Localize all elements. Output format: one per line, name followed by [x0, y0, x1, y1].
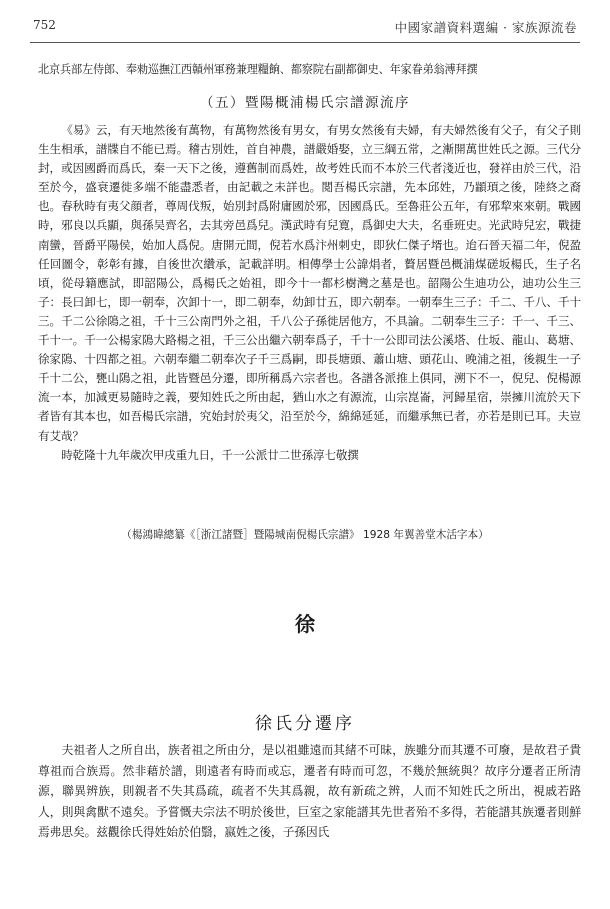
- body-paragraph: 夫祖者人之所自出，族者祖之所由分，是以祖雖遠而其緒不可昧，族雖分而其遷不可廢，是故君子貴尊祖而合族焉。然非藉於譜，則遠者有時而或忘，遷者有時而可忽，不幾於無統與？故序分遷者正所清源，聯異辨族，則親者不失其爲疏，疏者不失其爲親，故有新疏之辨，人而不知姓氏之所出，視戚若路人，則與禽獸不遠矣。予嘗慨夫宗法不明於後世，巨室之家能譜其先世者殆不多得，若能譜其族遷者則鮮焉弗思矣。兹觀徐氏得姓始於伯翳，嬴姓之後，子孫因氏: [38, 743, 581, 839]
- preface-body: [38, 740, 581, 843]
- section-title: 徐氏分遷序: [255, 714, 355, 734]
- page-number: 752: [33, 18, 56, 32]
- body-paragraph: 《易》云，有天地然後有萬物，有萬物然後有男女，有男女然後有夫婦，有夫婦然後有父子，有父子則生生相承，譜牒自不能已焉。稽古別姓，首自神農，譜嚴婚娶，立三綱五常，之漸開萬世姓氏之源。三代分封，或因國爵而爲氏，秦一天下之後，遵舊制而爲姓，故考姓氏而不本於三代者淺近也，發祥由於三代，沿至於今，盛衰遷徙多端不能盡悉者，由記載之未詳也。閲吾楊氏宗譜，先本邱姓，乃顓頊之後，陸終之裔也。春秋時有夷父顔者，尊周伐叛，始別封爲附庸國於邪，因國爲氏。至魯莊公五年，有邪犂來來朝。戰國時，邪良以兵顯，與孫吴齊名，去其旁邑爲兒。漢武時有兒寛，爲御史大夫，名垂班史。光武時兒宏，戰捷南蠻，晉爵平陽侯，始加人爲倪。唐開元間，倪若水爲汴州刺史，即狄仁傑子壻也。迨石晉天福二年，倪盈任回圖令，彰彰有據，自後世次纘承，記載詳明。相傳學士公諱焆者，贅居暨邑概浦煤磋坂楊氏，生子名頃，從母籍應試，即韶陽公，爲楊氏之始祖，即今十一都杉樹灣之墓是也。韶陽公生迪功公，迪功公生三子：長曰卸七，即一朝奉，次卸十一，即二朝奉，幼卸廿五，即六朝奉。一朝奉生三子：千二、千八、千十三。千二公徐隝之祖，千十三公南門外之祖，千八公子孫徙居他方，不具論。二朝奉生三子：千一、千三、千十一。千一公楊家隝大路楊之祖，千三公出繼六朝奉爲子，千十一公即司法公溪塔、仕坂、龍山、葛塘、徐家隝、十四都之祖。六朝奉繼二朝奉次子千三爲嗣，即長塘頭、蕭山塘、頭花山、晚浦之祖，後親生一子千十二公，甕山隝之祖，此皆暨邑分遷，即所稱爲六宗者也。各譜各派推上俱同，溯下不一，倪兒、倪楊源流一本，加減更易隨時之義，要知姓氏之所由起，猶山水之有源流，山宗崑崙，河歸星宿，崇擁川流於天下者皆有其本也，如吾楊氏宗譜，究始封於夷父，沿至於今，綿綿延延，而繼承無已者，亦若是則已耳。夫豈有艾哉？: [38, 123, 581, 443]
- preface-body: [38, 121, 581, 465]
- author-byline: 北京兵部左侍郎、奉勑巡撫江西贑州軍務兼理糧餉、都察院右副都御史、年家眷弟翁溥拜撰: [38, 63, 478, 76]
- section-title: （五）暨陽概浦楊氏宗譜源流序: [200, 95, 410, 111]
- header-rule: [30, 42, 580, 43]
- running-header: 中國家譜資料選編 · 家族源流卷: [394, 20, 577, 35]
- surname-heading: 徐: [295, 612, 315, 636]
- signature-paragraph: 時乾隆十九年歲次甲戌重九日，千一公派廿二世孫淳七敬撰: [61, 447, 359, 462]
- source-citation: （楊鴻暐總纂《［浙江諸暨］暨陽城南倪楊氏宗譜》 1928 年翼善堂木活字本）: [121, 529, 489, 541]
